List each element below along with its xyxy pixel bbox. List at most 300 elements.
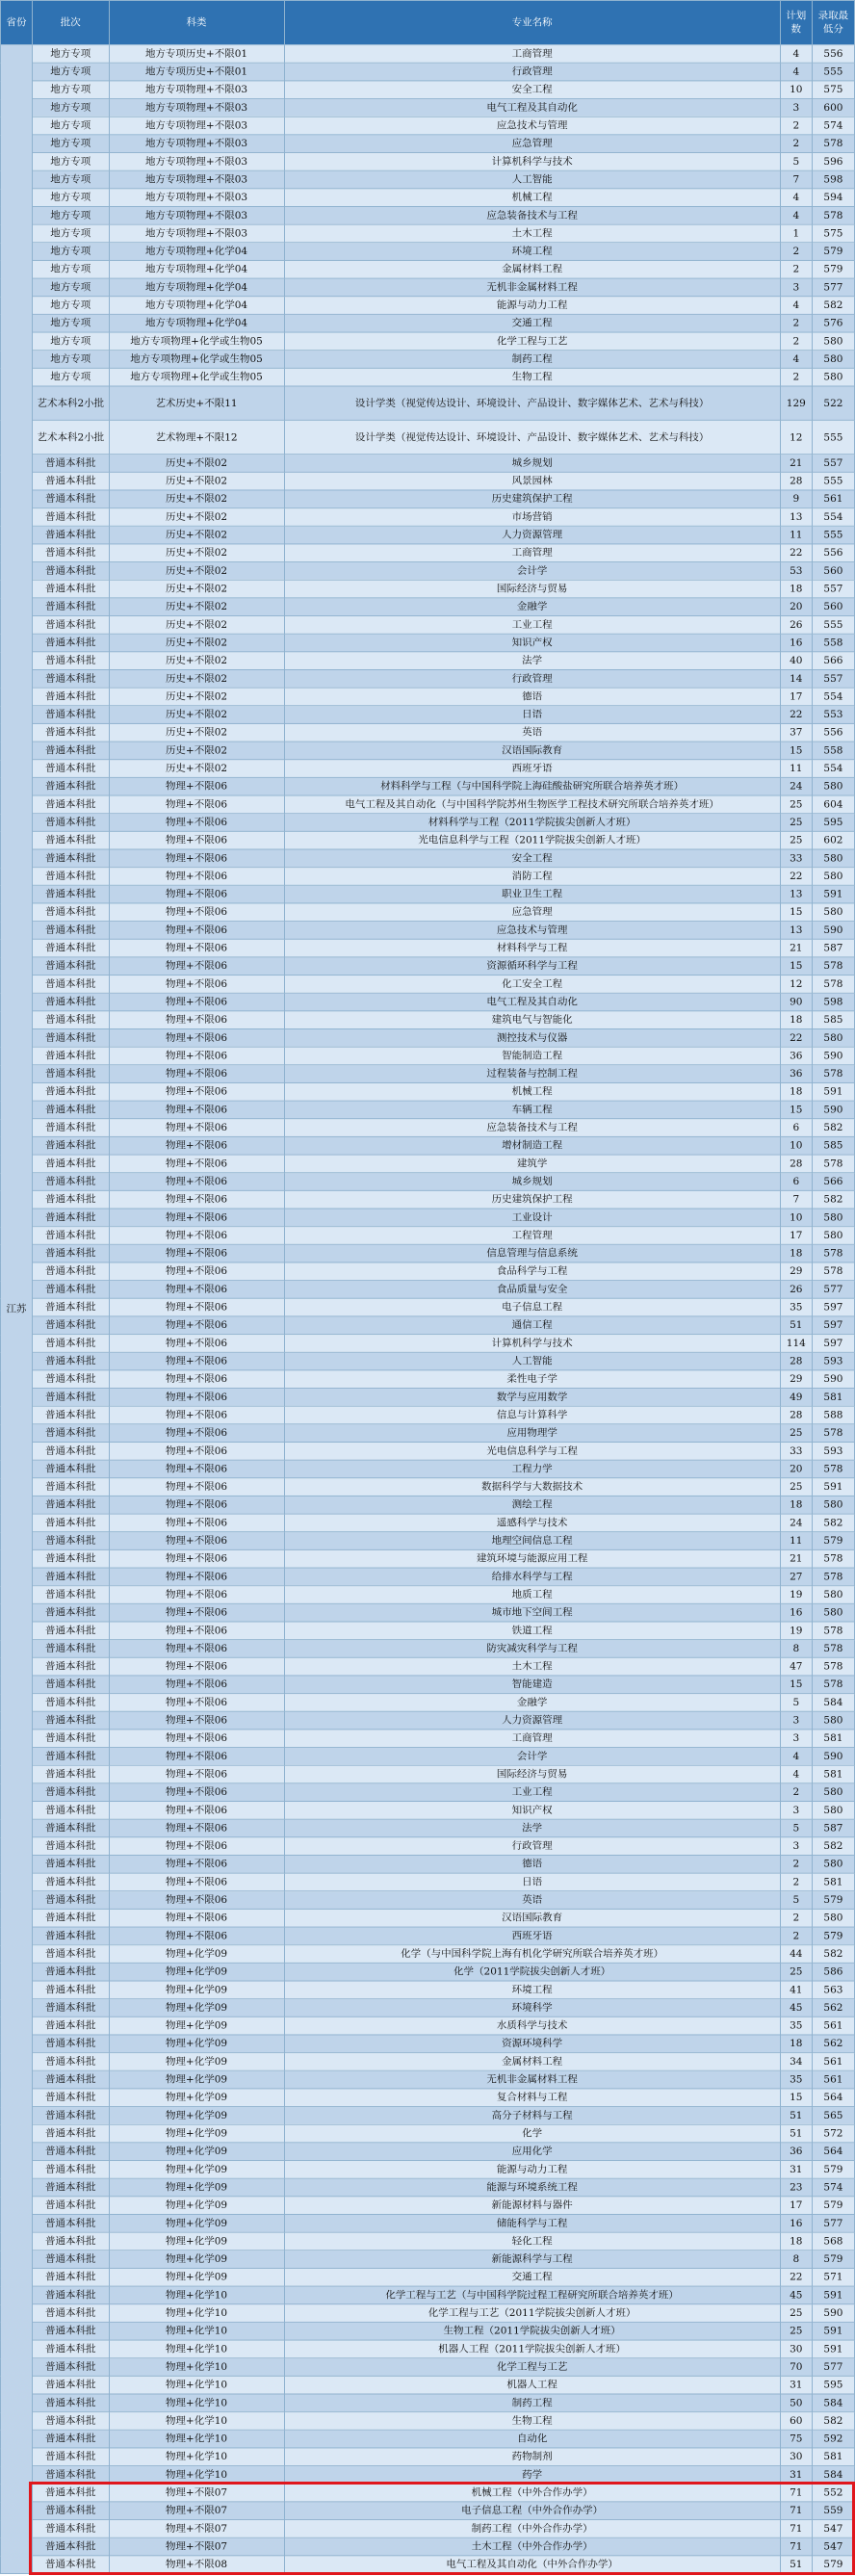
- major-cell: 电气工程及其自动化: [284, 99, 780, 117]
- score-cell: 579: [812, 2161, 854, 2179]
- plan-cell: 22: [780, 706, 812, 724]
- score-cell: 580: [812, 868, 854, 886]
- plan-cell: 5: [780, 1819, 812, 1837]
- major-cell: 药物制剂: [284, 2448, 780, 2466]
- batch-cell: 普通本科批: [33, 1622, 109, 1640]
- header-subject: 科类: [109, 0, 284, 44]
- plan-cell: 18: [780, 1496, 812, 1514]
- plan-cell: 11: [780, 760, 812, 778]
- table-row: [1, 1711, 855, 1730]
- major-cell: 化学工程与工艺: [284, 2358, 780, 2377]
- major-cell: 电子信息工程: [284, 1298, 780, 1316]
- plan-cell: 25: [780, 2304, 812, 2323]
- score-cell: 555: [812, 420, 854, 454]
- subject-cell: 物理+化学09: [109, 2053, 284, 2071]
- score-cell: 578: [812, 1622, 854, 1640]
- major-cell: 地质工程: [284, 1586, 780, 1604]
- subject-cell: 物理+不限06: [109, 1442, 284, 1460]
- plan-cell: 12: [780, 976, 812, 994]
- score-cell: 581: [812, 1389, 854, 1407]
- subject-cell: 物理+化学10: [109, 2376, 284, 2394]
- batch-cell: 普通本科批: [33, 1855, 109, 1873]
- score-cell: 564: [812, 2089, 854, 2107]
- score-cell: 581: [812, 1730, 854, 1748]
- table-row: [1, 598, 855, 616]
- table-body: [1, 45, 855, 2574]
- score-cell: 558: [812, 634, 854, 652]
- plan-cell: 20: [780, 598, 812, 616]
- major-cell: 生物工程: [284, 368, 780, 386]
- table-row: [1, 1262, 855, 1281]
- major-cell: 通信工程: [284, 1316, 780, 1335]
- table-row: [1, 1244, 855, 1262]
- subject-cell: 地方专项物理+不限03: [109, 81, 284, 99]
- table-row: [1, 297, 855, 315]
- batch-cell: 普通本科批: [33, 688, 109, 706]
- score-cell: 561: [812, 2017, 854, 2035]
- major-cell: 日语: [284, 1873, 780, 1891]
- plan-cell: 5: [780, 153, 812, 171]
- score-cell: 559: [812, 2502, 854, 2520]
- subject-cell: 地方专项物理+化学或生物05: [109, 351, 284, 369]
- plan-cell: 35: [780, 2070, 812, 2089]
- plan-cell: 71: [780, 2502, 812, 2520]
- subject-cell: 物理+化学10: [109, 2430, 284, 2448]
- batch-cell: 普通本科批: [33, 2197, 109, 2215]
- plan-cell: 129: [780, 386, 812, 420]
- major-cell: 增材制造工程: [284, 1136, 780, 1155]
- subject-cell: 物理+不限06: [109, 1173, 284, 1191]
- subject-cell: 物理+化学09: [109, 2035, 284, 2053]
- plan-cell: 5: [780, 1694, 812, 1712]
- score-cell: 572: [812, 2124, 854, 2143]
- subject-cell: 历史+不限02: [109, 616, 284, 635]
- score-cell: 575: [812, 81, 854, 99]
- major-cell: 高分子材料与工程: [284, 2107, 780, 2125]
- plan-cell: 2: [780, 1909, 812, 1927]
- table-row: [1, 332, 855, 351]
- table-row: [1, 1927, 855, 1945]
- subject-cell: 物理+不限07: [109, 2484, 284, 2502]
- major-cell: 城市地下空间工程: [284, 1603, 780, 1622]
- score-cell: 590: [812, 1047, 854, 1065]
- score-cell: 580: [812, 1029, 854, 1048]
- major-cell: 车辆工程: [284, 1101, 780, 1119]
- major-cell: 西班牙语: [284, 1927, 780, 1945]
- batch-cell: 普通本科批: [33, 957, 109, 976]
- major-cell: 环境科学: [284, 1999, 780, 2017]
- plan-cell: 71: [780, 2520, 812, 2538]
- table-row: [1, 1694, 855, 1712]
- score-cell: 580: [812, 1496, 854, 1514]
- table-row: [1, 922, 855, 940]
- batch-cell: 普通本科批: [33, 1424, 109, 1443]
- subject-cell: 地方专项物理+不限03: [109, 135, 284, 153]
- batch-cell: 地方专项: [33, 170, 109, 189]
- major-cell: 应急管理: [284, 135, 780, 153]
- batch-cell: 普通本科批: [33, 2268, 109, 2286]
- major-cell: 建筑学: [284, 1155, 780, 1173]
- plan-cell: 70: [780, 2358, 812, 2377]
- major-cell: 光电信息科学与工程（2011学院拔尖创新人才班）: [284, 831, 780, 849]
- table-row: [1, 1765, 855, 1783]
- major-cell: 储能科学与工程: [284, 2214, 780, 2232]
- subject-cell: 物理+不限06: [109, 1227, 284, 1245]
- plan-cell: 4: [780, 63, 812, 81]
- score-cell: 554: [812, 760, 854, 778]
- major-cell: 人力资源管理: [284, 526, 780, 544]
- table-row: [1, 616, 855, 635]
- plan-cell: 41: [780, 1981, 812, 1999]
- score-cell: 593: [812, 1352, 854, 1370]
- major-cell: 德语: [284, 688, 780, 706]
- score-cell: 558: [812, 742, 854, 760]
- batch-cell: 普通本科批: [33, 2376, 109, 2394]
- plan-cell: 10: [780, 1136, 812, 1155]
- table-row: [1, 903, 855, 922]
- subject-cell: 物理+不限06: [109, 1478, 284, 1496]
- score-cell: 578: [812, 1640, 854, 1658]
- subject-cell: 历史+不限02: [109, 580, 284, 598]
- plan-cell: 28: [780, 1155, 812, 1173]
- score-cell: 555: [812, 526, 854, 544]
- plan-cell: 9: [780, 490, 812, 508]
- major-cell: 生物工程（2011学院拔尖创新人才班）: [284, 2322, 780, 2340]
- batch-cell: 普通本科批: [33, 1136, 109, 1155]
- table-row: [1, 490, 855, 508]
- batch-cell: 普通本科批: [33, 2017, 109, 2035]
- table-row: [1, 580, 855, 598]
- table-row: [1, 99, 855, 117]
- table-row: [1, 1335, 855, 1353]
- plan-cell: 30: [780, 2340, 812, 2358]
- batch-cell: 普通本科批: [33, 2161, 109, 2179]
- subject-cell: 历史+不限02: [109, 669, 284, 688]
- plan-cell: 19: [780, 1586, 812, 1604]
- subject-cell: 物理+不限06: [109, 1640, 284, 1658]
- major-cell: 能源与环境系统工程: [284, 2178, 780, 2197]
- batch-cell: 普通本科批: [33, 2322, 109, 2340]
- subject-cell: 物理+不限06: [109, 1748, 284, 1766]
- batch-cell: 普通本科批: [33, 2178, 109, 2197]
- batch-cell: 普通本科批: [33, 760, 109, 778]
- subject-cell: 物理+不限06: [109, 795, 284, 814]
- batch-cell: 地方专项: [33, 63, 109, 81]
- batch-cell: 地方专项: [33, 351, 109, 369]
- subject-cell: 地方专项历史+不限01: [109, 63, 284, 81]
- batch-cell: 普通本科批: [33, 1298, 109, 1316]
- table-row: [1, 2286, 855, 2304]
- batch-cell: 普通本科批: [33, 1532, 109, 1550]
- batch-cell: 地方专项: [33, 332, 109, 351]
- table-row: [1, 1549, 855, 1568]
- subject-cell: 物理+不限07: [109, 2502, 284, 2520]
- plan-cell: 25: [780, 831, 812, 849]
- plan-cell: 51: [780, 2124, 812, 2143]
- batch-cell: 普通本科批: [33, 2143, 109, 2161]
- subject-cell: 物理+不限06: [109, 1532, 284, 1550]
- subject-cell: 物理+化学09: [109, 2232, 284, 2251]
- score-cell: 555: [812, 472, 854, 490]
- batch-cell: 普通本科批: [33, 1335, 109, 1353]
- score-cell: 604: [812, 795, 854, 814]
- subject-cell: 物理+不限06: [109, 1514, 284, 1532]
- subject-cell: 物理+化学09: [109, 1999, 284, 2017]
- plan-cell: 33: [780, 1442, 812, 1460]
- plan-cell: 35: [780, 2017, 812, 2035]
- major-cell: 历史建筑保护工程: [284, 1190, 780, 1209]
- major-cell: 机械工程: [284, 189, 780, 207]
- plan-cell: 45: [780, 2286, 812, 2304]
- table-row: [1, 2484, 855, 2502]
- score-cell: 590: [812, 922, 854, 940]
- score-cell: 556: [812, 45, 854, 64]
- major-cell: 资源环境科学: [284, 2035, 780, 2053]
- plan-cell: 26: [780, 616, 812, 635]
- table-row: [1, 939, 855, 957]
- table-row: [1, 1011, 855, 1029]
- batch-cell: 地方专项: [33, 45, 109, 64]
- batch-cell: 地方专项: [33, 297, 109, 315]
- plan-cell: 22: [780, 868, 812, 886]
- score-cell: 580: [812, 1227, 854, 1245]
- subject-cell: 物理+化学09: [109, 2143, 284, 2161]
- batch-cell: 普通本科批: [33, 580, 109, 598]
- subject-cell: 物理+不限06: [109, 1406, 284, 1424]
- batch-cell: 地方专项: [33, 189, 109, 207]
- score-cell: 582: [812, 1119, 854, 1137]
- plan-cell: 15: [780, 1676, 812, 1694]
- subject-cell: 地方专项物理+不限03: [109, 224, 284, 243]
- subject-cell: 物理+不限06: [109, 957, 284, 976]
- subject-cell: 物理+化学09: [109, 1963, 284, 1981]
- batch-cell: 普通本科批: [33, 562, 109, 581]
- score-cell: 578: [812, 1065, 854, 1083]
- major-cell: 能源与动力工程: [284, 2161, 780, 2179]
- major-cell: 化学（与中国科学院上海有机化学研究所联合培养英才班）: [284, 1945, 780, 1964]
- plan-cell: 27: [780, 1568, 812, 1586]
- score-cell: 578: [812, 1676, 854, 1694]
- subject-cell: 物理+不限06: [109, 1047, 284, 1065]
- table-row: [1, 868, 855, 886]
- batch-cell: 普通本科批: [33, 1748, 109, 1766]
- subject-cell: 物理+不限06: [109, 885, 284, 903]
- batch-cell: 普通本科批: [33, 2070, 109, 2089]
- score-cell: 578: [812, 976, 854, 994]
- header-plan: 计划数: [780, 0, 812, 44]
- major-cell: 城乡规划: [284, 455, 780, 473]
- score-cell: 578: [812, 1568, 854, 1586]
- plan-cell: 25: [780, 2322, 812, 2340]
- plan-cell: 30: [780, 2448, 812, 2466]
- subject-cell: 物理+不限06: [109, 831, 284, 849]
- batch-cell: 普通本科批: [33, 903, 109, 922]
- table-row: [1, 2124, 855, 2143]
- major-cell: 应急技术与管理: [284, 117, 780, 135]
- major-cell: 风景园林: [284, 472, 780, 490]
- plan-cell: 15: [780, 1101, 812, 1119]
- major-cell: 能源与动力工程: [284, 297, 780, 315]
- score-cell: 591: [812, 885, 854, 903]
- table-row: [1, 1119, 855, 1137]
- subject-cell: 物理+不限06: [109, 1389, 284, 1407]
- score-cell: 562: [812, 2035, 854, 2053]
- score-cell: 580: [812, 332, 854, 351]
- subject-cell: 物理+不限06: [109, 939, 284, 957]
- subject-cell: 物理+不限06: [109, 1155, 284, 1173]
- table-row: [1, 2178, 855, 2197]
- batch-cell: 普通本科批: [33, 2412, 109, 2431]
- batch-cell: 普通本科批: [33, 2304, 109, 2323]
- score-cell: 560: [812, 598, 854, 616]
- score-cell: 578: [812, 1460, 854, 1478]
- batch-cell: 普通本科批: [33, 598, 109, 616]
- plan-cell: 21: [780, 939, 812, 957]
- score-cell: 580: [812, 1603, 854, 1622]
- major-cell: 应急装备技术与工程: [284, 206, 780, 224]
- score-cell: 591: [812, 1082, 854, 1101]
- subject-cell: 物理+不限06: [109, 1352, 284, 1370]
- major-cell: 数据科学与大数据技术: [284, 1478, 780, 1496]
- subject-cell: 物理+不限06: [109, 1909, 284, 1927]
- major-cell: 无机非金属材料工程: [284, 2070, 780, 2089]
- plan-cell: 20: [780, 1460, 812, 1478]
- table-row: [1, 1047, 855, 1065]
- major-cell: 化学（2011学院拔尖创新人才班）: [284, 1963, 780, 1981]
- subject-cell: 历史+不限02: [109, 742, 284, 760]
- table-row: [1, 1819, 855, 1837]
- subject-cell: 物理+不限06: [109, 1657, 284, 1676]
- score-cell: 593: [812, 1442, 854, 1460]
- score-cell: 579: [812, 1532, 854, 1550]
- plan-cell: 11: [780, 1532, 812, 1550]
- table-row: [1, 1891, 855, 1910]
- plan-cell: 28: [780, 1406, 812, 1424]
- score-cell: 597: [812, 1335, 854, 1353]
- table-row: [1, 260, 855, 278]
- score-cell: 560: [812, 562, 854, 581]
- subject-cell: 地方专项物理+化学或生物05: [109, 368, 284, 386]
- table-row: [1, 1568, 855, 1586]
- subject-cell: 物理+不限06: [109, 1424, 284, 1443]
- table-row: [1, 2556, 855, 2574]
- score-cell: 578: [812, 1657, 854, 1676]
- table-row: [1, 1496, 855, 1514]
- table-row: [1, 1281, 855, 1299]
- score-cell: 577: [812, 1281, 854, 1299]
- score-cell: 578: [812, 1155, 854, 1173]
- subject-cell: 物理+化学09: [109, 2178, 284, 2197]
- batch-cell: 普通本科批: [33, 1873, 109, 1891]
- header-major: 专业名称: [284, 0, 780, 44]
- table-row: [1, 1442, 855, 1460]
- table-row: [1, 1352, 855, 1370]
- major-cell: 国际经济与贸易: [284, 580, 780, 598]
- batch-cell: 普通本科批: [33, 885, 109, 903]
- score-cell: 575: [812, 224, 854, 243]
- plan-cell: 11: [780, 526, 812, 544]
- batch-cell: 普通本科批: [33, 1765, 109, 1783]
- score-cell: 595: [812, 2376, 854, 2394]
- plan-cell: 114: [780, 1335, 812, 1353]
- subject-cell: 物理+不限06: [109, 1298, 284, 1316]
- table-row: [1, 688, 855, 706]
- score-cell: 565: [812, 2107, 854, 2125]
- table-row: [1, 2089, 855, 2107]
- subject-cell: 物理+不限06: [109, 1190, 284, 1209]
- major-cell: 应急技术与管理: [284, 922, 780, 940]
- table-row: [1, 1676, 855, 1694]
- score-cell: 556: [812, 723, 854, 742]
- table-row: [1, 63, 855, 81]
- table-row: [1, 472, 855, 490]
- plan-cell: 51: [780, 2107, 812, 2125]
- major-cell: 金融学: [284, 1694, 780, 1712]
- plan-cell: 2: [780, 314, 812, 332]
- major-cell: 日语: [284, 706, 780, 724]
- score-cell: 566: [812, 1173, 854, 1191]
- plan-cell: 26: [780, 1281, 812, 1299]
- subject-cell: 物理+化学10: [109, 2394, 284, 2412]
- major-cell: 职业卫生工程: [284, 885, 780, 903]
- table-row: [1, 993, 855, 1011]
- table-row: [1, 831, 855, 849]
- score-cell: 580: [812, 777, 854, 795]
- table-row: [1, 153, 855, 171]
- table-row: [1, 1101, 855, 1119]
- major-cell: 土木工程: [284, 224, 780, 243]
- score-cell: 591: [812, 2340, 854, 2358]
- batch-cell: 普通本科批: [33, 2053, 109, 2071]
- score-cell: 522: [812, 386, 854, 420]
- score-cell: 584: [812, 1694, 854, 1712]
- table-row: [1, 1657, 855, 1676]
- score-cell: 553: [812, 706, 854, 724]
- table-row: [1, 45, 855, 64]
- plan-cell: 10: [780, 81, 812, 99]
- subject-cell: 艺术历史+不限11: [109, 386, 284, 420]
- major-cell: 机械工程（中外合作办学）: [284, 2484, 780, 2502]
- batch-cell: 普通本科批: [33, 1963, 109, 1981]
- batch-cell: 地方专项: [33, 368, 109, 386]
- score-cell: 579: [812, 2197, 854, 2215]
- batch-cell: 普通本科批: [33, 1389, 109, 1407]
- table-row: [1, 706, 855, 724]
- major-cell: 给排水科学与工程: [284, 1568, 780, 1586]
- score-cell: 580: [812, 1586, 854, 1604]
- plan-cell: 4: [780, 351, 812, 369]
- major-cell: 电气工程及其自动化（与中国科学院苏州生物医学工程技术研究所联合培养英才班）: [284, 795, 780, 814]
- plan-cell: 51: [780, 1316, 812, 1335]
- table-row: [1, 1227, 855, 1245]
- batch-cell: 普通本科批: [33, 2556, 109, 2574]
- score-cell: 581: [812, 1873, 854, 1891]
- table-row: [1, 2430, 855, 2448]
- subject-cell: 物理+不限06: [109, 1082, 284, 1101]
- table-row: [1, 1873, 855, 1891]
- batch-cell: 普通本科批: [33, 1945, 109, 1964]
- table-row: [1, 2107, 855, 2125]
- major-cell: 人力资源管理: [284, 1711, 780, 1730]
- score-cell: 552: [812, 2484, 854, 2502]
- plan-cell: 18: [780, 1011, 812, 1029]
- table-row: [1, 2537, 855, 2556]
- major-cell: 化学工程与工艺: [284, 332, 780, 351]
- batch-cell: 普通本科批: [33, 849, 109, 868]
- batch-cell: 普通本科批: [33, 1101, 109, 1119]
- major-cell: 电气工程及其自动化（中外合作办学）: [284, 2556, 780, 2574]
- plan-cell: 37: [780, 723, 812, 742]
